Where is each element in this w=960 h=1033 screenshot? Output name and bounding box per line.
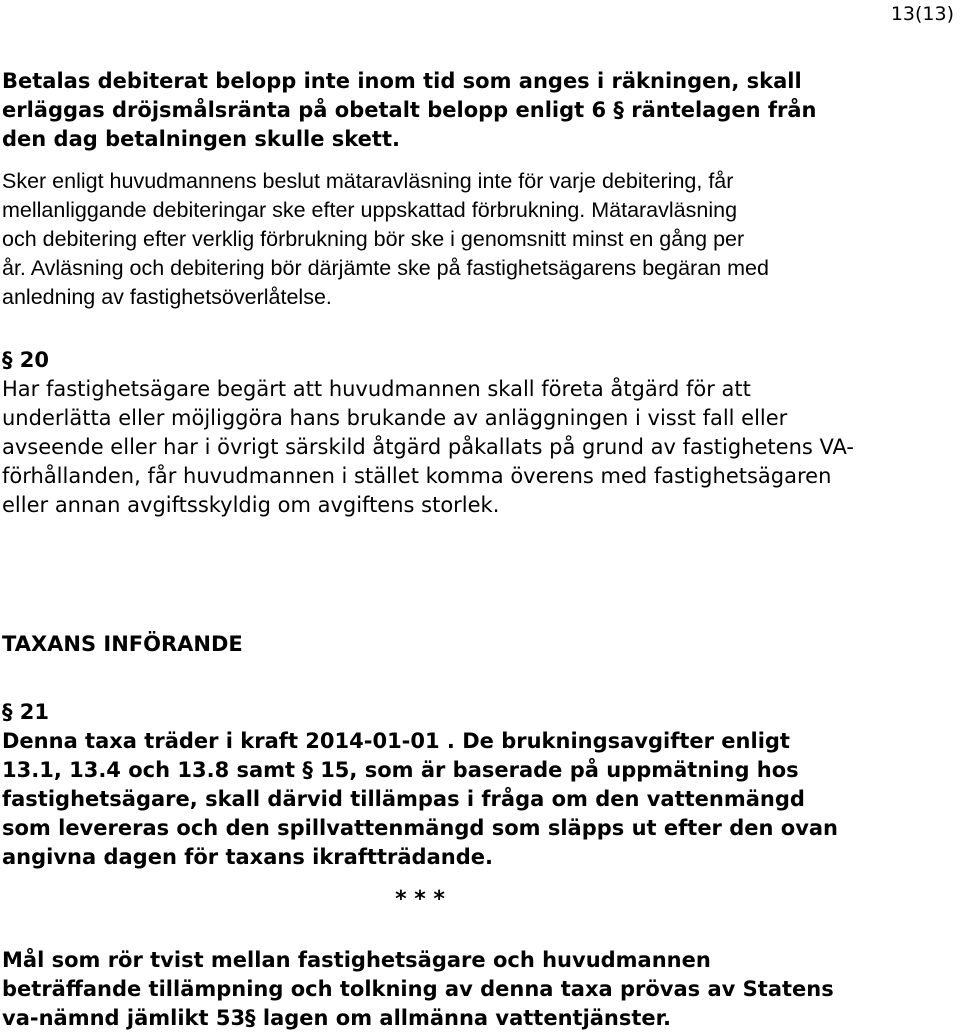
text-line: va-nämnd jämlikt 53§ lagen om allmänna vattentjänster. — [2, 1006, 672, 1030]
text-line: Sker enligt huvudmannens beslut mätaravläsning inte för varje debitering, får — [2, 169, 734, 193]
text-line: beträffande tillämpning och tolkning av denna taxa prövas av Statens — [2, 977, 834, 1001]
dispute-paragraph — [2, 946, 942, 1033]
page-number: 13(13) — [890, 3, 954, 25]
text-line: underlätta eller möjliggöra hans brukande av anläggningen i visst fall eller — [2, 406, 788, 430]
text-line: Denna taxa träder i kraft 2014-01-01 . De brukningsavgifter enligt — [2, 729, 790, 753]
text-line: som levereras och den spillvattenmängd som släpps ut efter den ovan — [2, 816, 839, 840]
section-heading: § 21 — [2, 700, 50, 724]
text-line: anledning av fastighetsöverlåtelse. — [2, 285, 332, 309]
text-line: Betalas debiterat belopp inte inom tid som anges i räkningen, skall — [2, 69, 802, 93]
section-21 — [2, 698, 942, 872]
text-line: angivna dagen för taxans ikraftträdande. — [2, 845, 493, 869]
text-line: förhållanden, får huvudmannen i stället komma överens med fastighetsägaren — [2, 464, 832, 488]
meter-reading-paragraph — [2, 167, 942, 312]
separator: * * * — [395, 887, 445, 912]
text-line: 13.1, 13.4 och 13.8 samt § 15, som är baserade på uppmätning hos — [2, 758, 799, 782]
text-line: mellanliggande debiteringar ske efter uppskattad förbrukning. Mätaravläsning — [2, 198, 738, 222]
text-line: år. Avläsning och debitering bör därjämte ske på fastighetsägarens begäran med — [2, 256, 769, 280]
text-line: avseende eller har i övrigt särskild åtgärd påkallats på grund av fastighetens VA- — [2, 435, 854, 459]
section-20 — [2, 346, 942, 520]
payment-paragraph — [2, 67, 942, 154]
text-line: Har fastighetsägare begärt att huvudmannen skall företa åtgärd för att — [2, 377, 751, 401]
text-line: erläggas dröjsmålsränta på obetalt belopp enligt 6 § räntelagen från — [2, 98, 817, 122]
text-line: Mål som rör tvist mellan fastighetsägare och huvudmannen — [2, 948, 711, 972]
section-heading: § 20 — [2, 348, 50, 372]
text-line: den dag betalningen skulle skett. — [2, 127, 400, 151]
text-line: eller annan avgiftsskyldig om avgiftens storlek. — [2, 493, 500, 517]
text-line: fastighetsägare, skall därvid tillämpas i fråga om den vattenmängd — [2, 787, 805, 811]
taxans-inforande-heading: TAXANS INFÖRANDE — [2, 632, 243, 656]
text-line: och debitering efter verklig förbrukning bör ske i genomsnitt minst en gång per — [2, 227, 745, 251]
